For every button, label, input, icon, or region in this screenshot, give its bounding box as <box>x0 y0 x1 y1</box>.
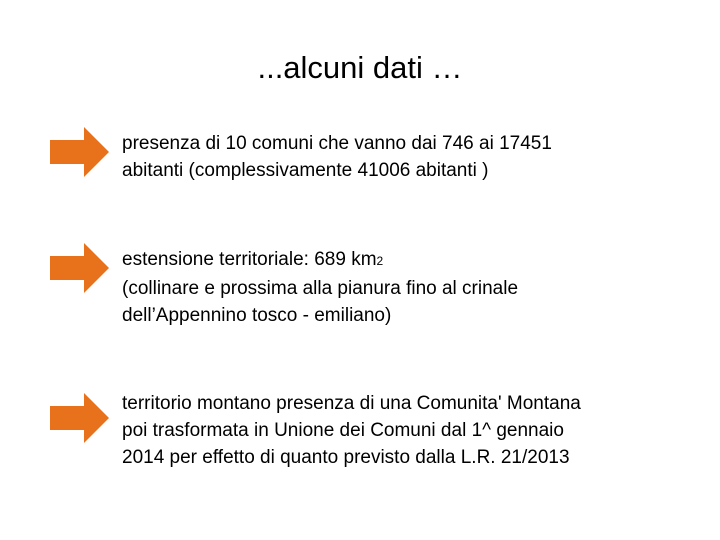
slide-title: ...alcuni dati … <box>257 50 463 85</box>
right-arrow-icon <box>48 126 110 178</box>
bullet-line: (collinare e prossima alla pianura fino al crinale <box>122 278 519 299</box>
right-arrow-icon <box>48 242 110 294</box>
bullet-line-main: estensione territoriale: 689 km <box>122 249 377 270</box>
superscript-2: 2 <box>376 254 384 268</box>
bullet-line: abitanti (complessivamente 41006 abitanti ) <box>122 160 489 181</box>
bullet-line: presenza di 10 comuni che vanno dai 746 ai 17451 <box>122 133 552 154</box>
bullet-text <box>122 130 702 184</box>
bullet-text <box>122 246 702 329</box>
bullet-line: poi trasformata in Unione dei Comuni dal 1^ gennaio <box>122 420 564 441</box>
bullet-text <box>122 390 702 471</box>
bullet-line: dell’Appennino tosco - emiliano) <box>122 305 392 326</box>
bullet-line: 2014 per effetto di quanto previsto dalla L.R. 21/2013 <box>122 447 570 468</box>
bullet-line: territorio montano presenza di una Comunita' Montana <box>122 393 581 414</box>
bullet-line <box>122 246 702 275</box>
right-arrow-icon <box>48 392 110 444</box>
